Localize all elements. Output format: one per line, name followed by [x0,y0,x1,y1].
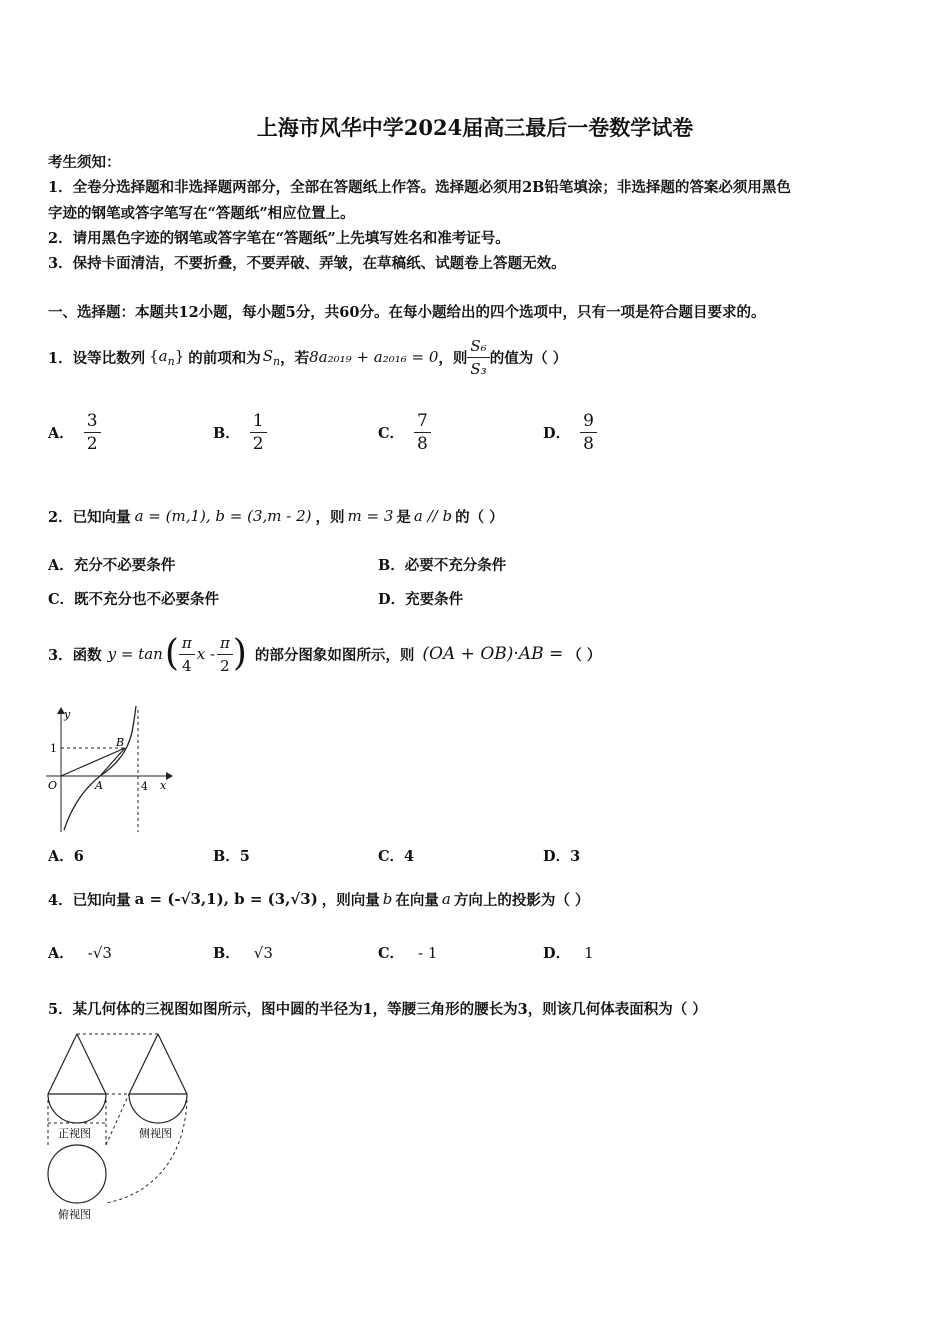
question-3: 3．函数 y = tan ( $\frac{\pi}{4}$ x - $\frac{\pi}{2}$ ) 的部分图象如图所示，则 (OA + OB)·AB = （ ） [48,633,602,675]
q1-prefix: 1．设等比数列 [48,349,146,367]
q3-option-b[interactable]: B．5 [213,848,250,865]
arc-dash [106,1094,187,1203]
tick-1-label: 1 [50,742,57,755]
segment-ab [100,748,125,776]
q1-mid3: ，则 [438,349,468,367]
q2-option-b[interactable]: B．必要不充分条件 [378,557,507,574]
q1-sequence: $\{a_n\}$ [149,346,185,368]
q1-sum: $S_n$ [262,346,281,368]
q1-option-b[interactable]: B． $\frac{1}{2}$ [213,410,267,455]
question-1 [48,327,567,387]
front-right-edge [77,1034,106,1094]
q4-option-a[interactable]: A． -√3 [48,943,112,962]
tan-graph [40,702,180,838]
notice-item-1-cont: 字迹的钢笔或答字笔写在“答题纸”相应位置上。 [48,205,355,222]
q1-mid1: 的前项和为 [188,349,261,367]
q1-option-d[interactable]: D． $\frac{9}{8}$ [543,410,597,455]
top-view-circle [48,1145,106,1203]
origin-label: O [48,779,58,792]
question-2: 2．已知向量 a = (m,1), b = (3,m - 2) ，则 m = 3 是 a // b 的（ ） [48,507,504,526]
q2-option-d[interactable]: D．充要条件 [378,591,464,608]
x-label: x [160,779,167,792]
question-5: 5．某几何体的三视图如图所示，图中圆的半径为1，等腰三角形的腰长为3，则该几何体表面积为（ ） [48,1001,707,1018]
q3-option-a[interactable]: A．6 [48,848,84,865]
side-semicircle [129,1094,187,1123]
q1-option-a[interactable]: A． $\frac{3}{2}$ [48,410,101,455]
side-left-edge [129,1034,158,1094]
question-4: 4．已知向量 a = (-√3,1), b = (3,√3) ，则向量 b 在向量 a 方向上的投影为（ ） [48,890,590,909]
side-right-edge [158,1034,187,1094]
q2-condition: m = 3 [347,507,394,525]
notice-item-2: 2．请用黑色字迹的钢笔或答字笔在“答题纸”上先填写姓名和准考证号。 [48,230,510,247]
top-view-label: 俯视图 [58,1208,91,1221]
q4-option-d[interactable]: D． 1 [543,943,594,962]
x-axis-arrow [166,772,173,780]
q1-mid2: ，若 [280,349,310,367]
q2-option-c[interactable]: C．既不充分也不必要条件 [48,591,220,608]
q3-func: y = tan [107,645,163,663]
tick-4-label: 4 [141,780,148,793]
page-title: 上海市风华中学2024届高三最后一卷数学试卷 [256,115,694,140]
front-semicircle [48,1094,106,1123]
q4-vector-a: a [441,890,451,908]
q3-option-c[interactable]: C．4 [378,848,415,865]
q3-option-d[interactable]: D．3 [543,848,581,865]
q1-condition: 8a₂₀₁₉ + a₂₀₁₆ = 0 [309,348,439,366]
q4-vectors: a = (-√3,1), b = (3,√3) [134,890,318,908]
y-label: y [64,708,71,721]
diag-dash [106,1094,129,1145]
side-view-label: 侧视图 [139,1127,172,1140]
segment-ob [61,748,125,776]
notice-item-1: 1．全卷分选择题和非选择题两部分，全部在答题纸上作答。选择题必须用2B铅笔填涂；非选择题的答案必须用黑色 [48,179,791,196]
point-a-label: A [95,779,103,792]
q4-vector-b: b [382,890,393,908]
front-left-edge [48,1034,77,1094]
q1-option-c[interactable]: C． $\frac{7}{8}$ [378,410,431,455]
q4-option-c[interactable]: C． - 1 [378,943,438,962]
point-b-label: B [116,736,125,749]
q2-option-a[interactable]: A．充分不必要条件 [48,557,176,574]
q4-option-b[interactable]: B． √3 [213,943,273,962]
front-view-label: 正视图 [58,1127,91,1140]
tan-curve [64,706,136,830]
notice-heading: 考生须知： [48,154,121,171]
notice-item-3: 3．保持卡面清洁，不要折叠，不要弄破、弄皱，在草稿纸、试题卷上答题无效。 [48,255,566,272]
q2-vectors: a = (m,1), b = (3,m - 2) [134,507,312,525]
q1-ratio: $\frac{\text{S₆}}{\text{S₃}}$ [467,335,489,380]
three-view-diagram [40,1030,200,1230]
q3-expression: (OA + OB)·AB = [422,644,564,664]
q2-parallel: a // b [413,507,453,525]
q1-suffix: 的值为（ ） [489,349,568,367]
section-heading: 一、选择题：本题共12小题，每小题5分，共60分。在每小题给出的四个选项中，只有一项是符合题目要求的。 [48,304,766,321]
